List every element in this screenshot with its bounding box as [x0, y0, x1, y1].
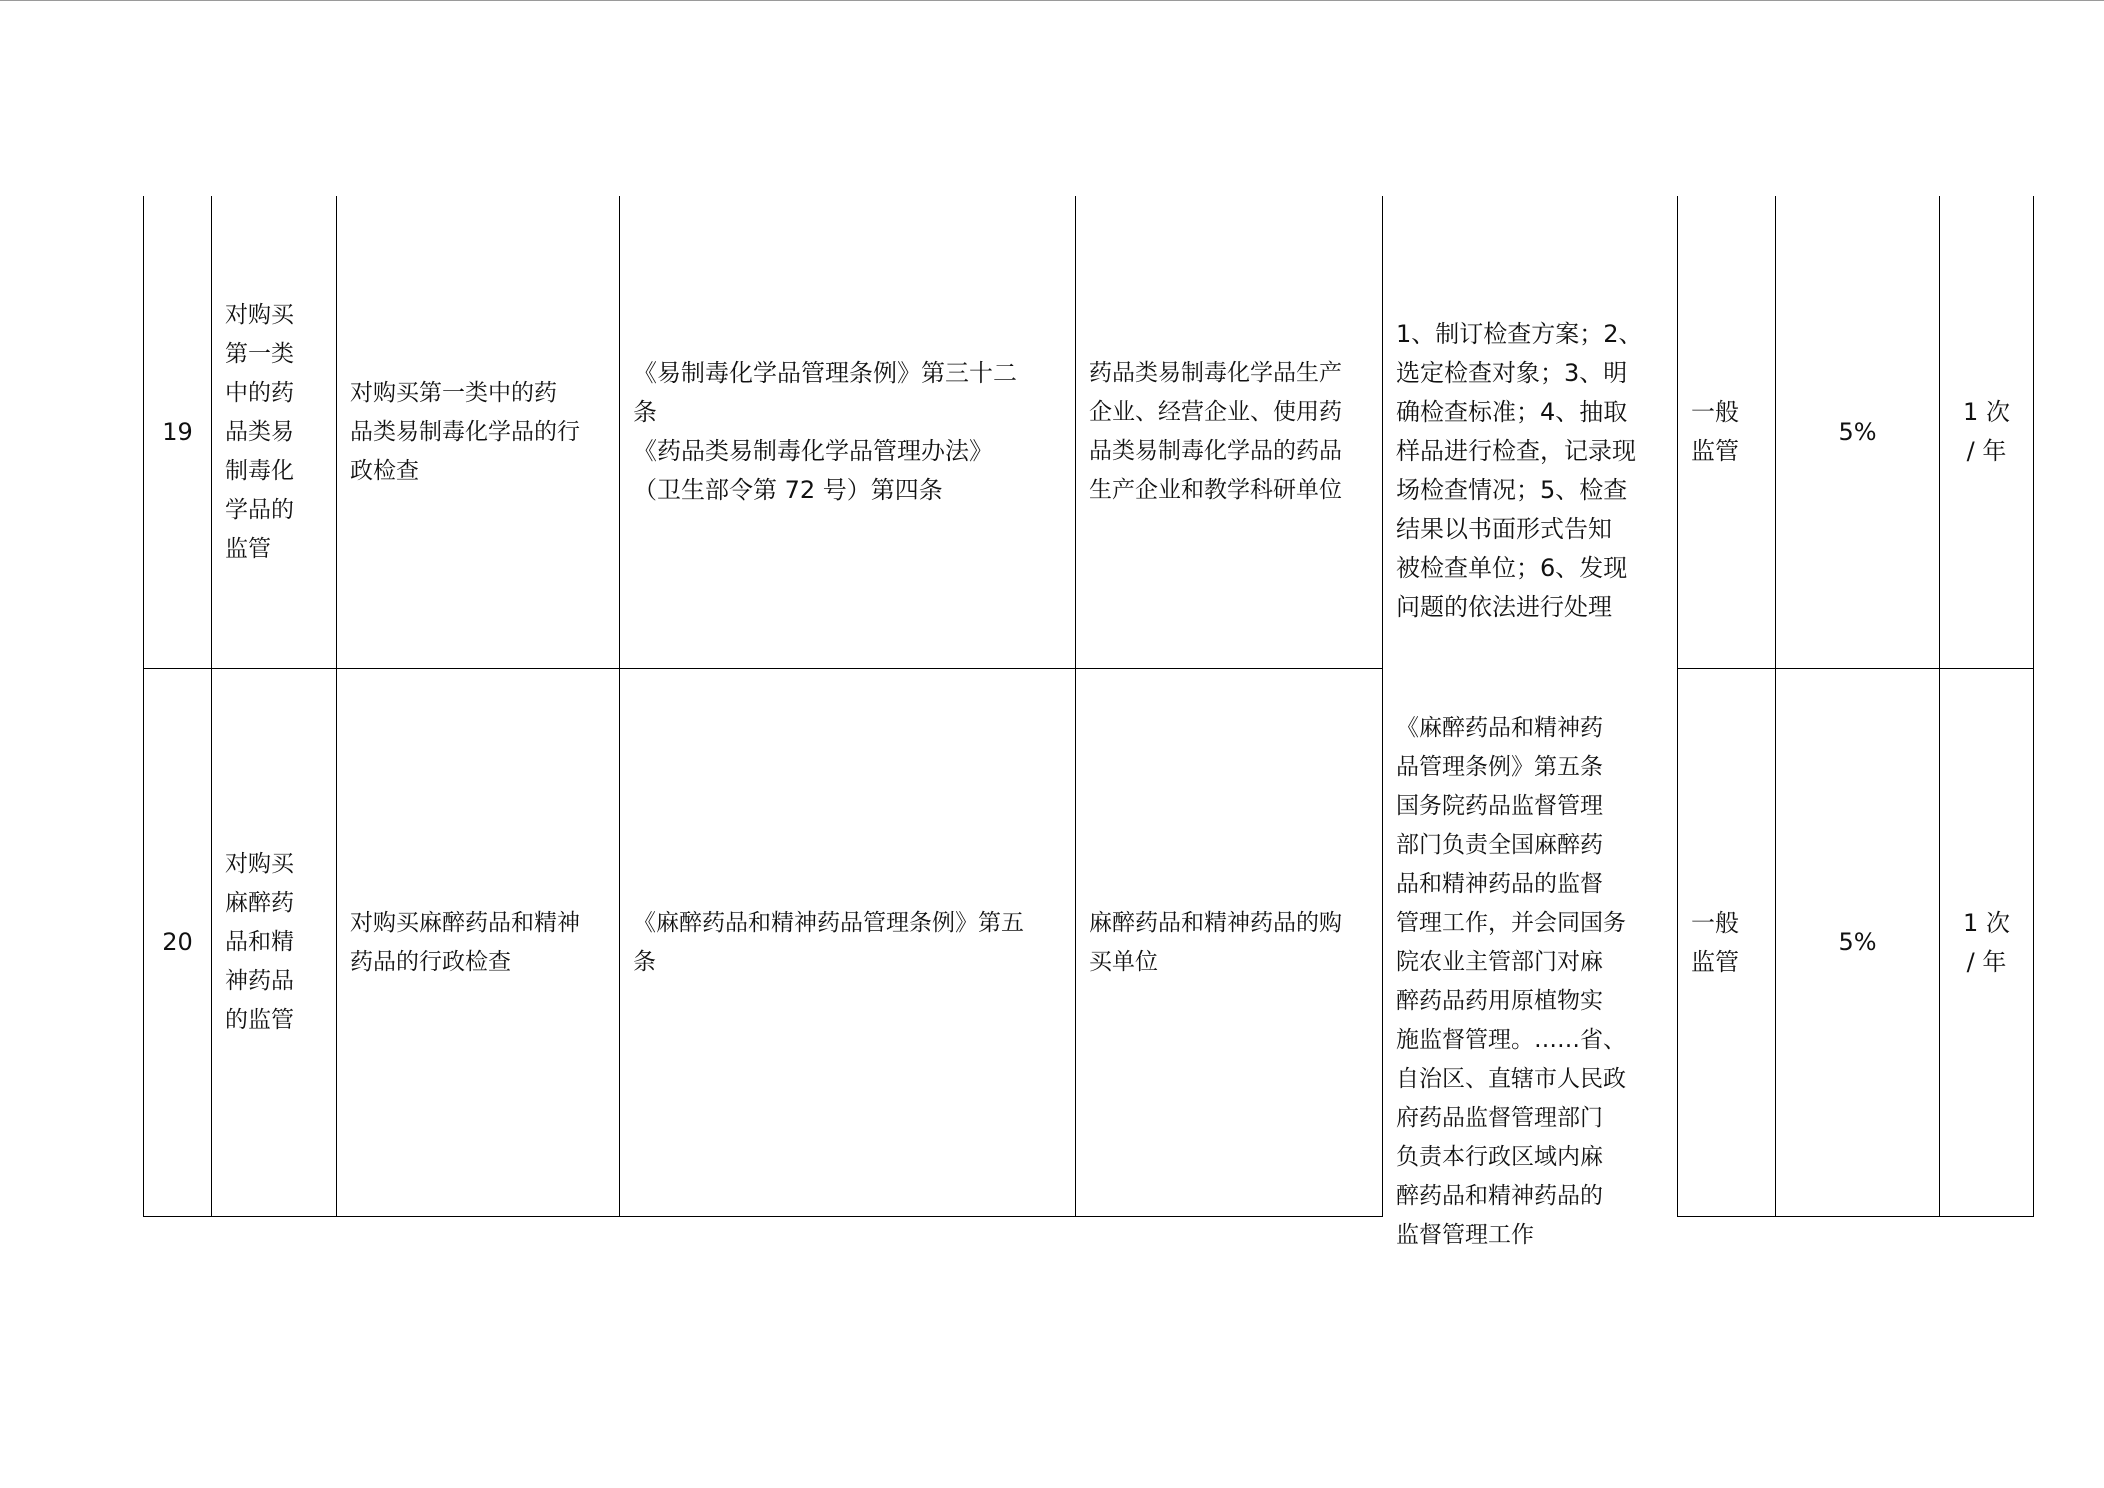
supervision-type: 一般 监管 [1691, 908, 1739, 976]
inspection-procedure: 1、制订检查方案；2、 选定检查对象；3、明 确检查标准；4、抽取 样品进行检查，记录现 场检查情况；5、检查 结果以书面形式告知 被检查单位；6、发现 问题的依法进行处理 [1396, 320, 1643, 621]
table-border-bottom [1677, 1216, 2034, 1217]
legal-basis: 《易制毒化学品管理条例》第三十二 条 《药品类易制毒化学品管理办法》 （卫生部令第 72 号）第四条 [633, 359, 1017, 504]
inspection-item: 对购买 第一类 中的药 品类易 制毒化 学品的 监管 [225, 301, 294, 562]
sampling-ratio: 5% [1838, 417, 1877, 446]
legal-basis: 《麻醉药品和精神药品管理条例》第五 条 [633, 909, 1024, 975]
inspection-content: 对购买第一类中的药 品类易制毒化学品的行 政检查 [350, 379, 580, 484]
inspection-content: 对购买麻醉药品和精神 药品的行政检查 [350, 909, 580, 975]
row-number: 19 [162, 417, 193, 446]
supervision-type: 一般 监管 [1691, 398, 1739, 465]
inspection-item: 对购买 麻醉药 品和精 神药品 的监管 [225, 851, 294, 1033]
inspection-frequency: 1 次 / 年 [1963, 908, 2010, 976]
inspection-frequency: 1 次 / 年 [1963, 398, 2010, 465]
inspection-subject: 药品类易制毒化学品生产 企业、经营企业、使用药 品类易制毒化学品的药品 生产企业和教学科研单位 [1089, 360, 1342, 503]
row-number: 20 [162, 928, 193, 956]
table-border-right [2033, 196, 2034, 1217]
page-top-border [0, 0, 2104, 1]
inspection-procedure: 《麻醉药品和精神药 品管理条例》第五条 国务院药品监督管理 部门负责全国麻醉药 品和精神药品的监督 管理工作，并会同国务 院农业主管部门对麻 醉药品药用原植物实 施监督管理。……省、 自治区、直辖市人民政 府药品监督管理部门 负责本行政区域内麻 醉药品和精神药品的 监督管理工作 [1396, 715, 1626, 1248]
table-border-bottom [143, 1216, 1383, 1217]
sampling-ratio: 5% [1838, 928, 1877, 956]
inspection-subject: 麻醉药品和精神药品的购 买单位 [1089, 909, 1342, 975]
